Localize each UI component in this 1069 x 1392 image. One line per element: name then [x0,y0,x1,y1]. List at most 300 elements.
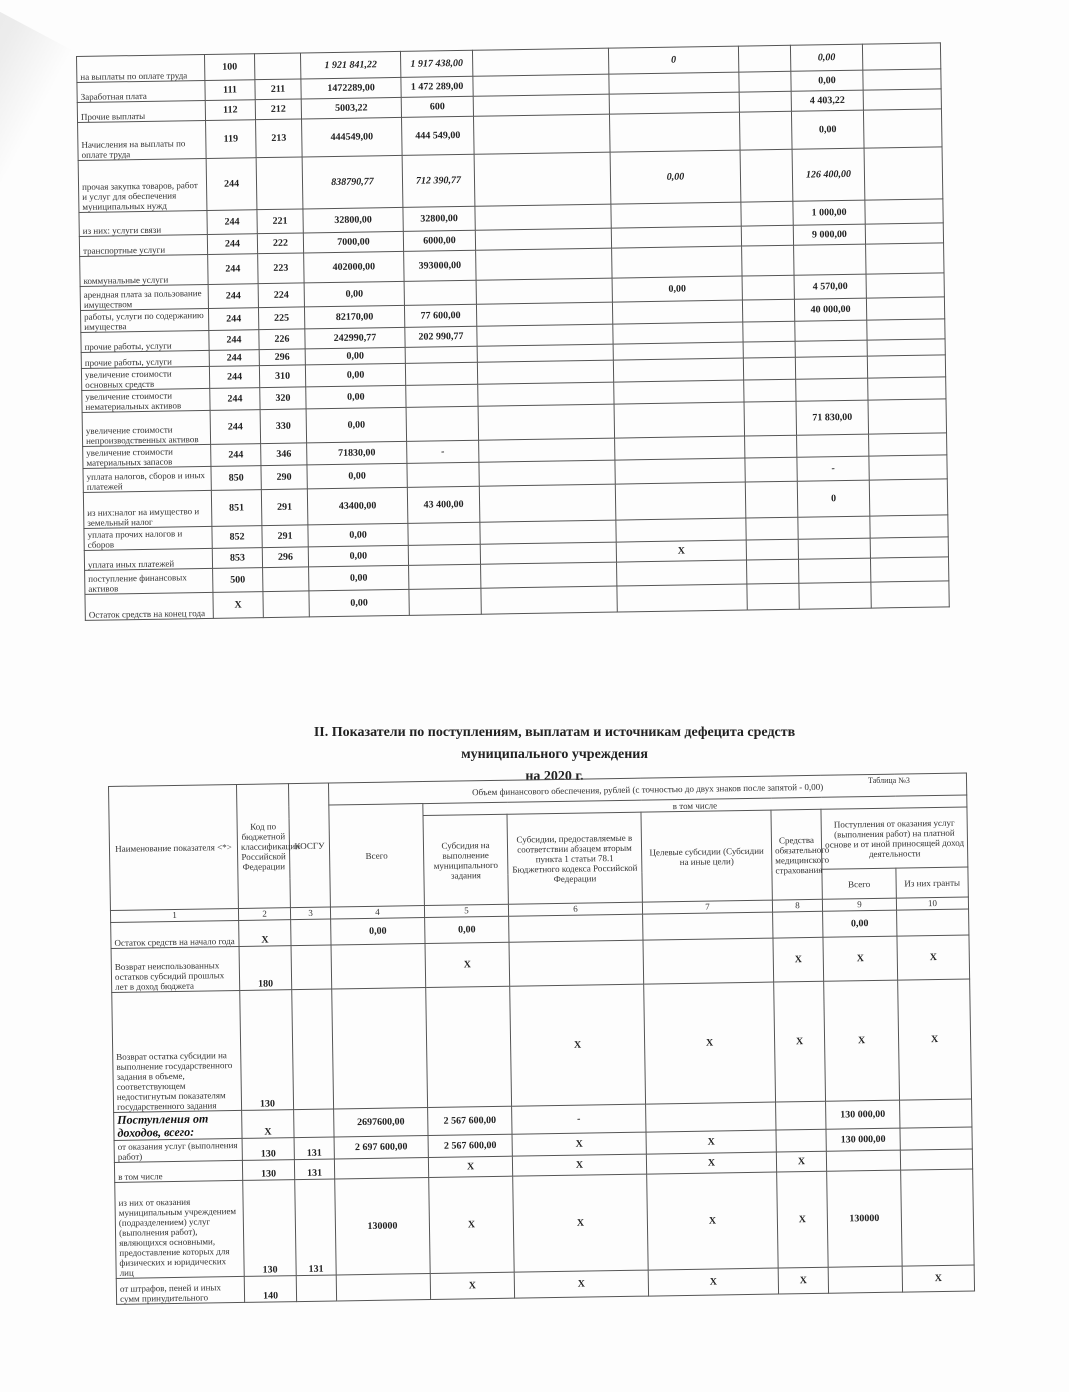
cell-c6: X [510,984,646,1106]
cell-c5: 1 917 438,00 [400,50,472,77]
cell-total: 7000,00 [303,231,403,253]
cell-code: 119 [206,120,257,159]
cell-c5 [405,362,477,385]
cell-c9: 130 000,00 [826,1100,900,1129]
cell-c9: 0 [797,480,870,517]
cell-total: 71830,00 [307,441,407,465]
cell-c6 [472,48,608,76]
cell-code: 244 [208,308,258,331]
cell-c6 [474,152,611,206]
cell-total: 444549,00 [302,117,403,157]
cell-c8: X [774,981,826,1102]
cell-c8 [740,149,793,202]
cell-c8 [776,1129,826,1152]
cell-c8: X [773,937,824,982]
cell-c10 [868,377,946,400]
cell-c7 [613,358,743,382]
cell-c7 [617,560,747,586]
cell-c10 [865,223,943,244]
column-number: 9 [822,898,896,911]
cell-c9 [795,340,867,357]
cell-total: 242990,77 [305,327,405,349]
cell-name: на выплаты по оплате труда [77,54,205,82]
cell-c9 [794,244,866,275]
cell-c10: X [902,1265,974,1292]
cell-total [336,1273,430,1300]
header-paid: Поступления от оказания услуг (выполнения работ) на платной основе и от иной приносящей доход деятельности [821,807,968,869]
header-c10: Из них гранты [896,867,969,898]
cell-c6 [481,562,617,588]
cell-kosgu [291,919,331,946]
cell-c9: 130 000,00 [826,1128,900,1151]
cell-c9 [795,320,867,341]
cell-c7 [611,226,741,248]
cell-kosgu: 223 [258,253,304,284]
cell-code: 244 [209,366,259,389]
revenue-table [108,773,975,1305]
cell-c5: 600 [401,96,473,117]
cell-kosgu: 296 [259,349,305,366]
cell-c8 [743,357,795,380]
cell-c6 [480,542,616,564]
cell-code: 130 [240,990,294,1111]
cell-c5 [408,544,480,565]
cell-name: уплата налогов, сборов и иных платежей [83,466,211,492]
cell-name: Поступления от доходов, всего: [114,1110,242,1140]
cell-c6 [481,586,617,614]
cell-c6 [479,484,616,522]
cell-c7: X [644,982,776,1104]
cell-c9: 0,00 [790,44,862,71]
cell-total: 0,00 [306,407,407,443]
column-number: 5 [424,904,508,917]
cell-code: 100 [204,54,254,81]
table-row [115,1169,974,1278]
cell-c10 [869,433,947,456]
cell-c8 [745,457,797,482]
cell-c6 [476,278,612,304]
cell-kosgu: 291 [261,489,308,526]
cell-c8 [742,275,794,300]
cell-c8 [744,379,796,402]
cell-c8: X [778,1267,828,1294]
cell-c9 [828,1266,902,1293]
cell-name: Остаток средств на начало года [111,920,239,948]
cell-c9: 71 830,00 [796,400,869,435]
cell-c7 [614,402,745,438]
cell-total: 43400,00 [307,487,408,525]
cell-c5 [426,986,512,1107]
expenses-table [76,42,950,621]
cell-c5: 2 567 600,00 [428,1134,512,1157]
cell-c6 [477,324,613,346]
header-code: Код по бюджетной классификации Российской Федерации [236,784,290,909]
cell-c9: 130000 [827,1170,902,1267]
cell-kosgu: 290 [261,465,307,490]
cell-c10 [900,1099,973,1128]
cell-c6 [477,360,613,384]
cell-name: прочая закупка товаров, работ и услуг для обеспечения муниципальных нужд [78,158,207,212]
cell-code: 140 [244,1276,296,1303]
cell-c9: 40 000,00 [794,298,866,321]
cell-c8 [741,201,793,226]
cell-name: от штрафов, пеней и иных сумм принудительного [116,1276,244,1304]
cell-c6: - [512,1104,646,1134]
cell-kosgu: 131 [295,1179,337,1276]
cell-c7: X [616,540,746,562]
cell-c5: X [429,1176,514,1273]
cell-kosgu: 131 [294,1137,334,1160]
cell-c5: 1 472 289,00 [401,76,473,97]
cell-total: 0,00 [308,523,408,547]
cell-c9: 1 000,00 [793,200,865,225]
column-number: 4 [330,906,424,919]
cell-c5 [406,384,478,407]
cell-c5: 43 400,00 [407,486,480,523]
column-number: 8 [772,899,822,912]
cell-c10 [862,43,940,70]
cell-total: 130000 [335,1178,430,1275]
cell-c8 [744,401,797,436]
cell-c7: 0 [608,46,738,74]
cell-code: 851 [211,490,262,527]
cell-c10 [871,581,949,608]
cell-code: 244 [211,444,261,467]
cell-c6 [509,914,643,942]
cell-c9: 4 570,00 [794,274,866,299]
cell-c5 [407,462,479,487]
cell-c10 [870,537,948,558]
cell-c9: 0,00 [823,910,897,937]
cell-c9 [795,356,867,379]
cell-c8: X [776,1151,826,1172]
header-total: Всего [329,804,425,907]
cell-c7 [612,300,742,324]
cell-c10 [870,557,948,582]
header-c9: Всего [822,868,896,899]
cell-c6 [478,382,614,406]
cell-c10 [864,147,943,200]
cell-code: 112 [205,100,255,121]
cell-c8 [773,911,823,938]
cell-kosgu [296,1275,336,1302]
cell-c6: X [514,1270,648,1298]
cell-kosgu: 296 [262,547,308,568]
cell-c9: 9 000,00 [793,224,865,245]
cell-total [332,988,428,1109]
column-number: 1 [110,908,238,922]
cell-c7 [609,92,739,114]
cell-kosgu: 213 [256,119,303,158]
table-row [112,979,972,1112]
cell-c7 [643,912,773,940]
scan-shadow [0,0,72,598]
cell-c8 [742,245,794,276]
cell-c10 [866,297,944,320]
cell-c7 [617,584,747,612]
cell-name: увеличение стоимости непроизводственных активов [82,410,211,446]
cell-c7 [609,112,740,152]
cell-c8 [746,559,798,584]
cell-c10 [870,515,948,538]
cell-code: X [213,592,263,619]
cell-c9: 0,00 [791,110,864,149]
cell-c8 [738,45,790,72]
cell-total: 0,00 [309,589,409,617]
header-kosgu: КОСГУ [288,783,330,908]
cell-code: 850 [211,466,261,491]
cell-code: 852 [212,526,262,549]
cell-c9 [826,1150,900,1171]
cell-name: Возврат неиспользованных остатков субсидий прошлых лет в доход бюджета [111,946,240,992]
cell-c6 [473,114,610,154]
cell-c8 [747,583,799,610]
cell-c8 [743,341,795,358]
cell-c7 [612,246,742,278]
cell-c10 [867,339,945,356]
cell-c5 [404,280,476,305]
cell-kosgu: 211 [255,79,301,100]
cell-kosgu: 221 [257,209,303,234]
header-name: Наименование показателя <*> [109,784,239,910]
cell-code: 244 [208,284,258,309]
cell-code: 500 [213,568,263,593]
cell-name: уплата прочих налогов и сборов [84,526,212,550]
cell-name: из них от оказания муниципальным учреждением (подразделением) услуг (выполнения работ), являющихся основными, предоставление которых для физических и юридических лиц [115,1180,244,1278]
cell-c5: 0,00 [425,916,509,943]
table-number: Таблица №3 [868,776,910,785]
cell-code: 244 [207,234,257,255]
cell-code: 244 [206,158,257,211]
cell-name: увеличение стоимости основных средств [81,366,209,390]
cell-c7 [615,436,745,460]
cell-kosgu: 225 [258,307,304,330]
cell-total: 0,00 [305,363,405,387]
cell-kosgu: 320 [260,387,306,410]
cell-c7 [615,482,746,520]
cell-name: прочие работы, услуги [81,330,209,352]
cell-c9 [796,378,868,401]
cell-name: увеличение стоимости нематериальных активов [82,388,210,412]
cell-kosgu: 310 [259,365,305,388]
cell-total: 2697600,00 [334,1108,428,1137]
cell-kosgu: 131 [294,1159,334,1180]
cell-code: 130 [242,1160,294,1181]
cell-name: Начисления на выплаты по оплате труда [78,120,207,160]
header-c8: Средства обязательного медицинского страхования [771,809,822,900]
cell-c5: X [430,1272,514,1299]
cell-c8: X [777,1171,829,1268]
section-year: на 2020 г. [525,769,584,784]
cell-c5 [406,406,479,441]
header-volume: Объем финансового обеспечения, рублей (с точностью до двух знаков после запятой - 0,00) [328,773,966,805]
cell-c10 [869,479,948,516]
cell-name: Остаток средств на конец года [85,592,213,620]
cell-total: 2 697 600,00 [334,1136,428,1159]
header-c6: Субсидии, предоставляемые в соответствии абзацем вторым пункта 1 статьи 78.1 Бюджетного кодекса Российской Федерации [507,812,642,904]
cell-c10 [900,1149,972,1170]
cell-name: прочие работы, услуги [81,350,209,368]
cell-c7 [609,72,739,94]
cell-c10 [863,89,941,110]
section-subtitle: муниципального учреждения [461,747,648,762]
cell-name: в том числе [114,1160,242,1182]
cell-code: 111 [205,80,255,101]
cell-c7: 0,00 [612,276,742,302]
cell-c6 [473,74,609,96]
cell-c6 [476,302,612,326]
cell-c5: 202 990,77 [405,326,477,347]
cell-c5: 32800,00 [403,206,475,231]
cell-kosgu: 291 [262,525,308,548]
cell-c10 [900,1127,972,1150]
cell-total: 0,00 [308,545,408,567]
cell-c10 [867,319,945,340]
cell-kosgu: 346 [261,443,307,466]
cell-c5 [409,588,481,615]
cell-kosgu [254,53,300,80]
cell-name: уплата иных платежей [84,548,212,570]
header-c5: Субсидия на выполнение муниципального задания [423,814,508,905]
cell-c7: 0,00 [610,150,741,204]
cell-c8 [739,71,791,92]
cell-total: 0,00 [306,385,406,409]
cell-c5: X [425,942,510,987]
cell-kosgu: 226 [259,329,305,350]
cell-code: X [239,920,291,947]
cell-total: 0,00 [309,565,409,591]
cell-name: работы, услуги по содержанию имущества [80,308,208,332]
cell-c7 [615,458,745,484]
cell-name: арендная плата за пользование имуществом [80,284,208,310]
cell-c8 [739,111,792,150]
cell-c7 [616,518,746,542]
cell-total: 0,00 [304,281,404,307]
cell-total: 1 921 841,22 [300,51,400,79]
cell-c6 [473,94,609,116]
cell-total: 0,00 [307,463,407,489]
cell-code: 244 [208,254,258,285]
cell-c9 [798,558,870,583]
cell-c6: X [512,1154,646,1176]
cell-c9 [799,582,871,609]
cell-c10: X [897,935,970,980]
cell-code: 130 [243,1180,297,1277]
cell-c10 [865,199,943,224]
cell-total: 5003,22 [301,97,401,119]
cell-kosgu: 212 [255,99,301,120]
cell-c6 [479,460,615,486]
cell-total: 0,00 [305,347,405,365]
cell-code: 853 [212,548,262,569]
cell-kosgu [263,591,309,618]
cell-c7 [613,322,743,344]
cell-name: от оказания услуг (выполнения работ) [114,1138,242,1162]
cell-c10 [868,399,947,434]
cell-total: 0,00 [331,918,425,945]
cell-c9: 0,00 [791,70,863,91]
column-number: 2 [238,908,290,921]
cell-kosgu: 330 [260,409,307,444]
cell-kosgu [294,1109,334,1138]
cell-c7 [614,380,744,404]
cell-c6 [480,520,616,544]
cell-c6: X [512,1132,646,1156]
cell-c10 [901,1169,975,1266]
cell-code: 244 [210,410,261,445]
cell-total: 82170,00 [304,305,404,329]
cell-c8 [741,225,793,246]
column-number: 10 [896,897,968,910]
cell-c6 [509,940,644,986]
cell-total: 838790,77 [302,155,403,209]
cell-c9: X [824,980,900,1101]
cell-code: 244 [207,210,257,235]
cell-c5: 444 549,00 [402,116,475,155]
column-number: 7 [642,900,772,914]
cell-c8 [743,321,795,342]
cell-c10 [863,69,941,90]
cell-name: увеличение стоимости материальных запасов [83,444,211,468]
cell-c7: X [646,1130,776,1154]
cell-c7: X [648,1268,778,1296]
section-title: II. Показатели по поступлениям, выплатам и источникам дефецита средств [313,725,796,740]
cell-c10 [869,455,947,480]
header-including: в том числе [423,795,967,816]
cell-c7: X [646,1152,776,1174]
cell-code: X [242,1110,294,1139]
cell-c5: 393000,00 [404,250,476,281]
cell-c10 [867,355,945,378]
cell-total [334,1158,428,1179]
cell-c6 [478,404,615,440]
cell-code: 180 [239,946,292,991]
cell-c10 [866,243,944,274]
cell-c5 [409,564,481,589]
cell-c8 [746,539,798,560]
cell-c6 [479,438,615,462]
cell-c8 [745,435,797,458]
cell-c9 [797,434,869,457]
cell-c10 [863,109,942,148]
cell-c8 [776,1101,826,1130]
cell-name: поступление финансовых активов [85,568,213,594]
cell-total: 1472289,00 [301,77,401,99]
cell-c6 [475,228,611,250]
cell-name: транспортные услуги [79,234,207,256]
cell-c5: 6000,00 [403,230,475,251]
cell-c8 [746,517,798,540]
cell-c7 [646,1102,776,1132]
cell-c6 [476,248,612,280]
cell-kosgu: 222 [257,233,303,254]
cell-code: 244 [209,330,259,351]
cell-name: из них: услуги связи [79,210,207,236]
cell-c5: 77 600,00 [404,304,476,327]
cell-c9 [798,516,870,539]
cell-c9: - [797,456,869,481]
cell-c5: 2 567 600,00 [428,1106,512,1135]
cell-c9: X [823,936,898,981]
cell-kosgu [256,157,303,210]
cell-c10 [897,909,969,936]
cell-total: 402000,00 [304,251,404,283]
cell-c5 [405,346,477,363]
cell-kosgu [292,989,334,1110]
cell-c6: X [513,1174,648,1272]
cell-code: 130 [242,1138,294,1161]
cell-c5 [408,522,480,545]
